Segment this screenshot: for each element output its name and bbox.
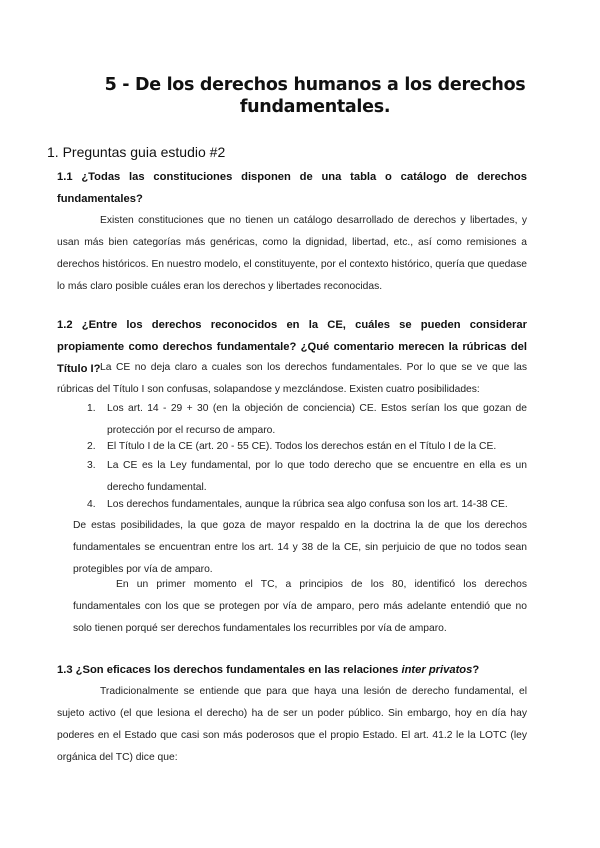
list-item bbox=[87, 455, 527, 499]
answer-1-3: Tradicionalmente se entiende que para que haya una lesión de derecho fundamental, el sujeto activo (el que lesiona el derecho) ha de ser un poder público. Sin embargo, hoy en día hay poderes en el Estado que casi son más poderosos que el propio Estado. El art. 41.2 le la LOTC (ley orgánica del TC) dice que: bbox=[57, 686, 527, 763]
answer-1-2-paragraph: De estas posibilidades, la que goza de mayor respaldo en la doctrina la de que los derechos fundamentales se encuentran entre los art. 14 y 38 de la CE, sin perjuicio de que no todos sean protegibles por vía de amparo. bbox=[73, 520, 527, 575]
question-1-3-heading-end: ? bbox=[472, 664, 480, 676]
list-item-text: Los art. 14 - 29 + 30 (en la objeción de conciencia) CE. Estos serían los que gozan de protección por el recurso de amparo. bbox=[107, 403, 527, 436]
chapter-title: 5 - De los derechos humanos a los derechos fundamentales. bbox=[104, 75, 526, 117]
list-item-number: 4. bbox=[87, 499, 96, 510]
list-item-number: 1. bbox=[87, 403, 96, 414]
list-item-text: Los derechos fundamentales, aunque la rúbrica sea algo confusa son los art. 14-38 CE. bbox=[107, 499, 508, 510]
question-1-1-heading: 1.1 ¿Todas las constituciones disponen de una tabla o catálogo de derechos fundamentales? bbox=[57, 171, 527, 205]
list-item-text: La CE es la Ley fundamental, por lo que todo derecho que se encuentre en ella es un derecho fundamental. bbox=[107, 460, 527, 493]
answer-1-2-intro: La CE no deja claro a cuales son los derechos fundamentales. Por lo que se ve que las rúbricas del Título I son confusas, solapandose y mezclándose. Existen cuatro posibilidades: bbox=[57, 362, 527, 395]
question-1-3-heading-italic: inter privatos bbox=[401, 664, 473, 676]
list-item-text: El Título I de la CE (art. 20 - 55 CE). Todos los derechos están en el Título I de la CE. bbox=[107, 441, 497, 452]
question-1-3-heading bbox=[57, 659, 527, 681]
question-1-2-heading: 1.2 ¿Entre los derechos reconocidos en la CE, cuáles se pueden considerar propiamente como derechos fundamentale? ¿Qué comentario merecen la rúbricas del Título I? bbox=[57, 319, 527, 375]
answer-1-2-paragraph-2: En un primer momento el TC, a principios de los 80, identificó los derechos fundamentales con los que se protegen por vía de amparo, pero más adelante entendió que no solo tienen porqué ser derechos fundamentales los recurribles por vía de amparo. bbox=[73, 579, 527, 634]
list-item-number: 2. bbox=[87, 441, 96, 452]
list-item-number: 3. bbox=[87, 460, 96, 471]
list-item bbox=[87, 494, 527, 516]
answer-1-1: Existen constituciones que no tienen un catálogo desarrollado de derechos y libertades, y usan más bien categorías más genéricas, como la dignidad, libertad, etc., así como remisiones a derechos históricos. En nuestro modelo, el constituyente, por el contexto histórico, quería que quedase lo más claro posible cuáles eran los derechos y libertades reconocidas. bbox=[57, 215, 527, 292]
question-1-3-heading-text: 1.3 ¿Son eficaces los derechos fundamentales en las relaciones bbox=[57, 664, 402, 676]
section-heading: 1. Preguntas guia estudio #2 bbox=[47, 144, 226, 160]
